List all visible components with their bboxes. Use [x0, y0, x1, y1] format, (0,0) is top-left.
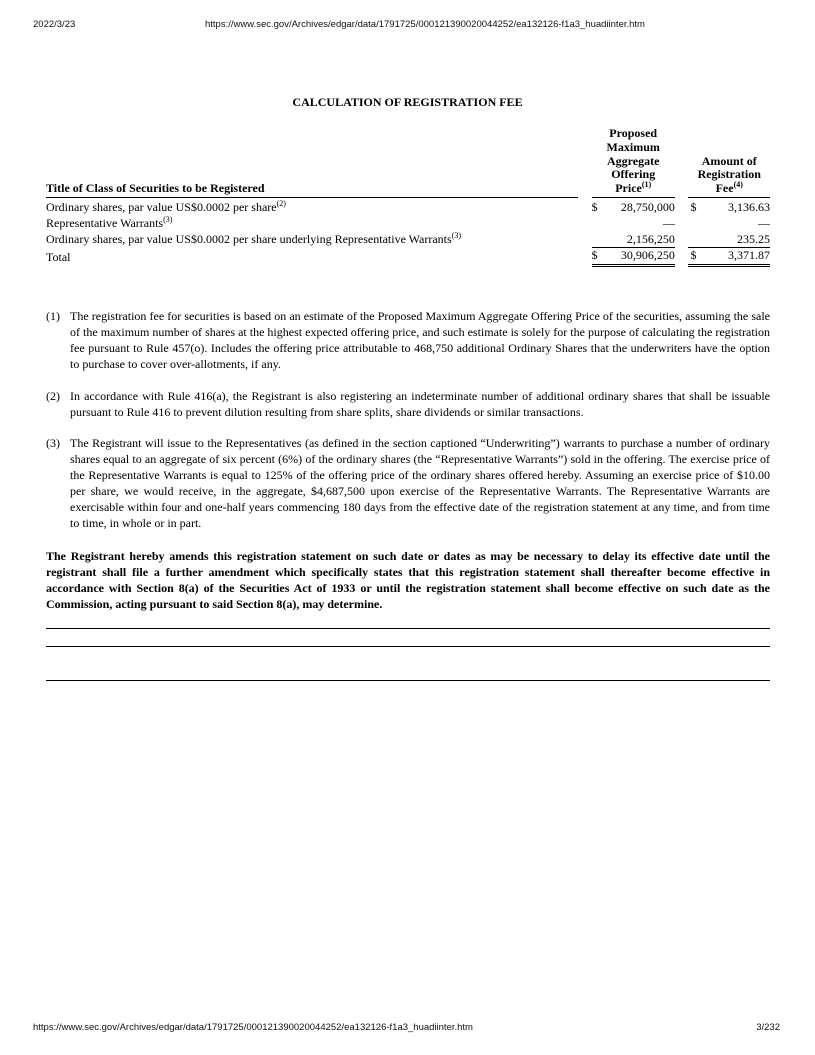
table-row: Representative Warrants$^{(3)}$ — —: [46, 214, 770, 230]
print-url-footer: https://www.sec.gov/Archives/edgar/data/1791725/000121390020044252/ea132126-f1a3_huadiinter.htm: [33, 1022, 473, 1033]
table-row: Ordinary shares, par value US$0.0002 per share underlying Representative Warrants$^{(3)}$ 2,156,250 235.25: [46, 231, 770, 247]
page-number: 3/232: [756, 1022, 780, 1033]
header-title-class: Title of Class of Securities to be Registered: [46, 126, 578, 197]
divider: [46, 680, 770, 681]
delaying-amendment-paragraph: The Registrant hereby amends this registration statement on such date or dates as may be necessary to delay its effective date until the registrant shall file a further amendment which specifically states that this registration statement shall thereafter become effective in accordance with Section 8(a) of the Securities Act of 1933 or until the registration statement shall become effective on such date as the Commission, acting pursuant to said Section 8(a), may determine.: [46, 549, 770, 612]
table-row: Ordinary shares, par value US$0.0002 per share$^{(2)}$ $ 28,750,000 $ 3,136.63: [46, 198, 770, 214]
print-date: 2022/3/23: [33, 19, 76, 30]
table-total-row: Total $ 30,906,250 $ 3,371.87: [46, 248, 770, 264]
registration-fee-table: [46, 126, 770, 267]
page-title: CALCULATION OF REGISTRATION FEE: [292, 95, 523, 109]
header-registration-fee: Amount of Registration Fee$^{(4)}$: [688, 126, 770, 197]
footnote-1: (1) The registration fee for securities is based on an estimate of the Proposed Maximum Aggregate Offering Price of the securities, assuming the sale of the maximum number of shares at the highest expected offering price, and such estimate is solely for the purpose of calculating the registration fee pursuant to Rule 457(o). Includes the offering price attributable to 468,750 additional Ordinary Shares that the underwriters have the option to purchase to cover over-allotments, if any.: [46, 309, 770, 372]
footnote-3: (3) The Registrant will issue to the Representatives (as defined in the section captioned “Underwriting”) warrants to purchase a number of ordinary shares equal to an aggregate of six percent (6%) of the ordinary shares (the “Representative Warrants”) sold in the offering. The exercise price of the Representative Warrants is equal to 125% of the offering price of the ordinary shares offered hereby. Assuming an exercise price of $10.00 per share, we would receive, in the aggregate, $4,687,500 upon exercise of the Representative Warrants. The Representative Warrants are exercisable within four and one-half years commencing 180 days from the effective date of the registration statement at any time, and from time to time, in whole or in part.: [46, 436, 770, 531]
divider: [46, 628, 770, 629]
divider: [46, 646, 770, 647]
print-url-header: https://www.sec.gov/Archives/edgar/data/1791725/000121390020044252/ea132126-f1a3_huadiinter.htm: [205, 19, 645, 30]
header-offering-price: Proposed Maximum Aggregate Offering Price$^{(1)}$: [592, 126, 675, 197]
table-header-row: [46, 126, 770, 197]
footnote-2: (2) In accordance with Rule 416(a), the Registrant is also registering an indeterminate number of additional ordinary shares that shall be issuable pursuant to Rule 416 to prevent dilution resulting from share splits, share dividends or similar transactions.: [46, 389, 770, 420]
